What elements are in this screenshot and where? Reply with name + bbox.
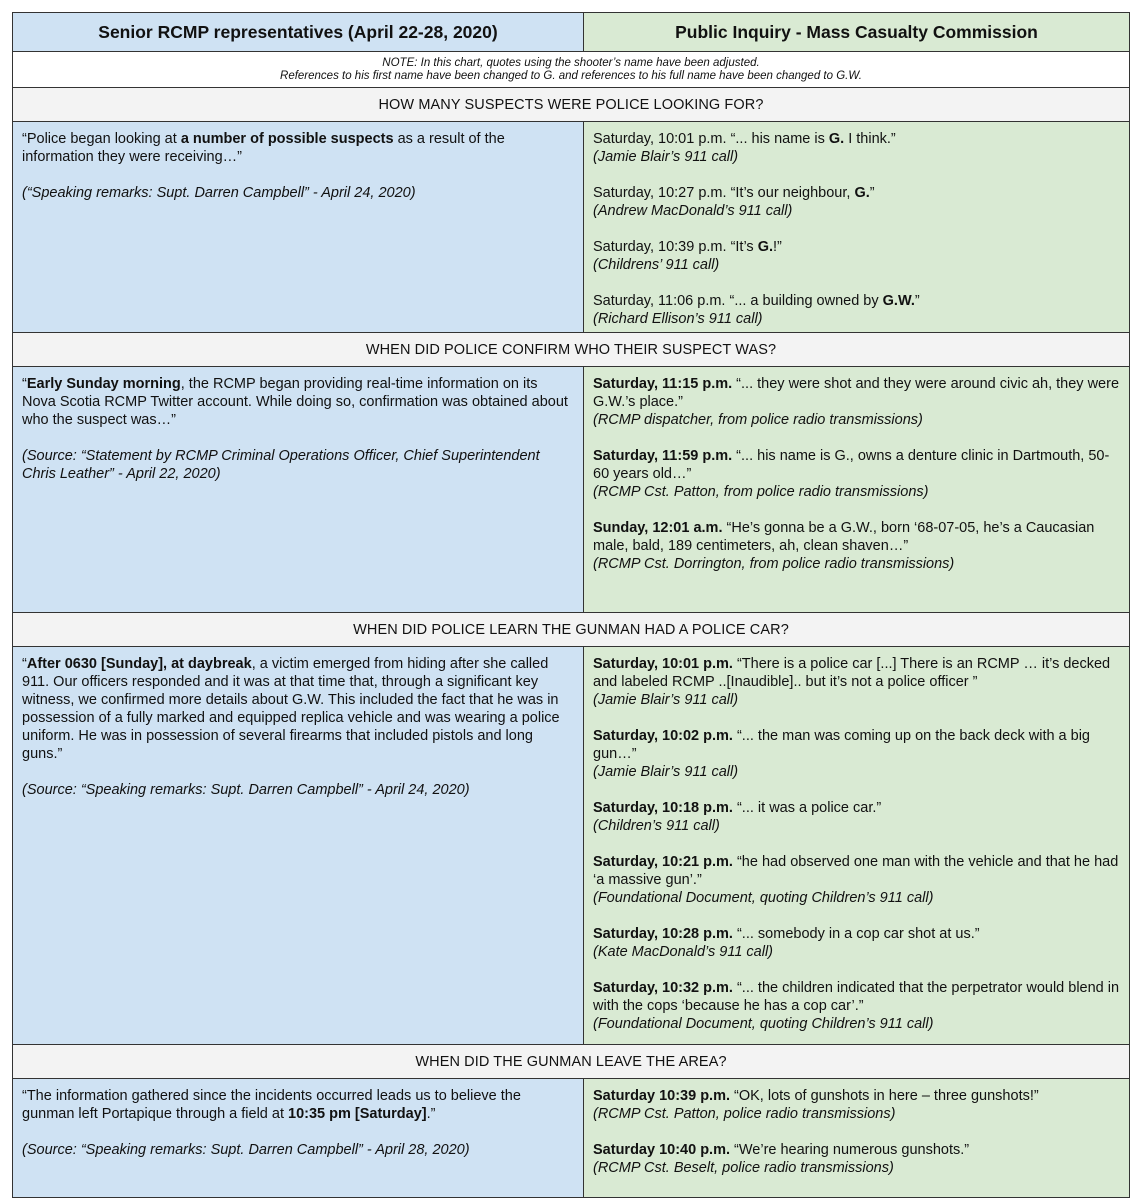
rcmp-statement-cell [13,122,584,333]
evidence-source: (RCMP Cst. Patton, from police radio transmissions) [593,484,929,500]
evidence-source: (Kate MacDonald’s 911 call) [593,944,773,960]
section-title: HOW MANY SUSPECTS WERE POLICE LOOKING FOR? [13,88,1130,122]
section-content-row [13,1079,1130,1198]
rcmp-quote: “Police began looking at a number of possible suspects as a result of the information they were receiving…” [22,131,505,165]
evidence-source: (RCMP dispatcher, from police radio transmissions) [593,412,923,428]
section-header-row [13,88,1130,122]
evidence-source: (Jamie Blair’s 911 call) [593,149,739,165]
evidence-entry: Saturday, 10:01 p.m. “... his name is G. I think.” (Jamie Blair’s 911 call) [593,130,1120,166]
evidence-entry: Saturday, 10:32 p.m. “... the children indicated that the perpetrator would blend in with the cops ‘because he has a cop car’.” (Foundational Document, quoting Children’s 911 call) [593,980,1120,1032]
evidence-entry: Saturday, 10:39 p.m. “It’s G.!” (Childrens’ 911 call) [593,238,1120,274]
note-line-2: References to his first name have been changed to G. and references to his full name have been changed to G.W. [280,70,862,82]
evidence-source: (Jamie Blair’s 911 call) [593,692,739,708]
inquiry-evidence-cell [584,1079,1130,1198]
inquiry-evidence-cell [584,367,1130,613]
right-column-header: Public Inquiry - Mass Casualty Commission [584,13,1130,52]
evidence-entry: Saturday, 11:06 p.m. “... a building owned by G.W.” (Richard Ellison’s 911 call) [593,292,1120,328]
section-header-row [13,613,1130,647]
rcmp-statement-cell [13,367,584,613]
evidence-entry: Saturday, 10:02 p.m. “... the man was coming up on the back deck with a big gun…” (Jamie Blair’s 911 call) [593,727,1120,781]
section-title: WHEN DID POLICE CONFIRM WHO THEIR SUSPECT WAS? [13,333,1130,367]
section-title: WHEN DID POLICE LEARN THE GUNMAN HAD A POLICE CAR? [13,613,1130,647]
evidence-source: (Foundational Document, quoting Children’s 911 call) [593,890,934,906]
rcmp-source: (Source: “Speaking remarks: Supt. Darren Campbell” - April 28, 2020) [22,1142,470,1158]
evidence-source: (Jamie Blair’s 911 call) [593,764,739,780]
evidence-source: (Childrens’ 911 call) [593,257,720,273]
note-cell [13,52,1130,88]
evidence-entry: Saturday 10:40 p.m. “We’re hearing numerous gunshots.” (RCMP Cst. Beselt, police radio transmissions) [593,1141,1120,1177]
rcmp-quote: “Early Sunday morning, the RCMP began providing real-time information on its Nova Scotia RCMP Twitter account. While doing so, confirmation was obtained about who the suspect was…” [22,376,568,428]
evidence-entry: Saturday, 10:28 p.m. “... somebody in a cop car shot at us.” (Kate MacDonald’s 911 call) [593,925,1120,961]
inquiry-evidence-cell [584,122,1130,333]
evidence-source: (Children’s 911 call) [593,818,720,834]
rcmp-quote: “After 0630 [Sunday], at daybreak, a victim emerged from hiding after she called 911. Our officers responded and it was at that time that, through a significant key witness, we confirmed more details about G.W. This included the fact that he was in possession of a fully marked and equipped replica vehicle and was wearing a police uniform. He was in possession of several firearms that included pistols and long guns.” [22,656,560,762]
evidence-source: (RCMP Cst. Dorrington, from police radio transmissions) [593,556,955,572]
evidence-source: (Richard Ellison’s 911 call) [593,311,763,327]
inquiry-evidence-cell [584,647,1130,1045]
evidence-entry: Saturday, 11:15 p.m. “... they were shot and they were around civic ah, they were G.W.’s place.” (RCMP dispatcher, from police radio transmissions) [593,376,1120,428]
section-content-row [13,647,1130,1045]
rcmp-source: (Source: “Speaking remarks: Supt. Darren Campbell” - April 24, 2020) [22,782,470,798]
rcmp-source: (“Speaking remarks: Supt. Darren Campbell” - April 24, 2020) [22,185,416,201]
rcmp-statement-cell [13,647,584,1045]
left-column-header: Senior RCMP representatives (April 22-28, 2020) [13,13,584,52]
evidence-entry: Saturday, 10:21 p.m. “he had observed one man with the vehicle and that he had ‘a massive gun’.” (Foundational Document, quoting Children’s 911 call) [593,854,1119,906]
evidence-entry: Sunday, 12:01 a.m. “He’s gonna be a G.W., born ‘68-07-05, he’s a Caucasian male, bald, 189 centimeters, ah, clean shaven…” (RCMP Cst. Dorrington, from police radio transmissions) [593,519,1120,573]
comparison-chart [12,12,1129,1198]
evidence-source: (Foundational Document, quoting Children’s 911 call) [593,1016,934,1032]
comparison-table [12,12,1130,1198]
section-header-row [13,1045,1130,1079]
rcmp-quote: “The information gathered since the incidents occurred leads us to believe the gunman left Portapique through a field at 10:35 pm [Saturday].” [22,1088,521,1122]
evidence-entry: Saturday 10:39 p.m. “OK, lots of gunshots in here – three gunshots!” (RCMP Cst. Patton, police radio transmissions) [593,1087,1120,1123]
header-row [13,13,1130,52]
evidence-entry: Saturday, 10:18 p.m. “... it was a police car.” (Children’s 911 call) [593,799,1120,835]
rcmp-statement-cell [13,1079,584,1198]
rcmp-source: (Source: “Statement by RCMP Criminal Operations Officer, Chief Superintendent Chris Leather” - April 22, 2020) [22,448,540,482]
evidence-entry: Saturday, 10:27 p.m. “It’s our neighbour, G.” (Andrew MacDonald’s 911 call) [593,184,1120,220]
section-content-row [13,367,1130,613]
section-header-row [13,333,1130,367]
evidence-source: (Andrew MacDonald’s 911 call) [593,203,793,219]
section-content-row [13,122,1130,333]
evidence-entry: Saturday, 11:59 p.m. “... his name is G., owns a denture clinic in Dartmouth, 50-60 years old…” (RCMP Cst. Patton, from police radio transmissions) [593,447,1120,501]
section-title: WHEN DID THE GUNMAN LEAVE THE AREA? [13,1045,1130,1079]
note-line-1: NOTE: In this chart, quotes using the shooter’s name have been adjusted. [382,56,760,69]
evidence-source: (RCMP Cst. Patton, police radio transmissions) [593,1106,896,1122]
evidence-entry: Saturday, 10:01 p.m. “There is a police car [...] There is an RCMP … it’s decked and labeled RCMP ..[Inaudible].. but it’s not a police officer ” (Jamie Blair’s 911 call) [593,655,1120,709]
note-row [13,52,1130,88]
evidence-source: (RCMP Cst. Beselt, police radio transmissions) [593,1160,894,1176]
